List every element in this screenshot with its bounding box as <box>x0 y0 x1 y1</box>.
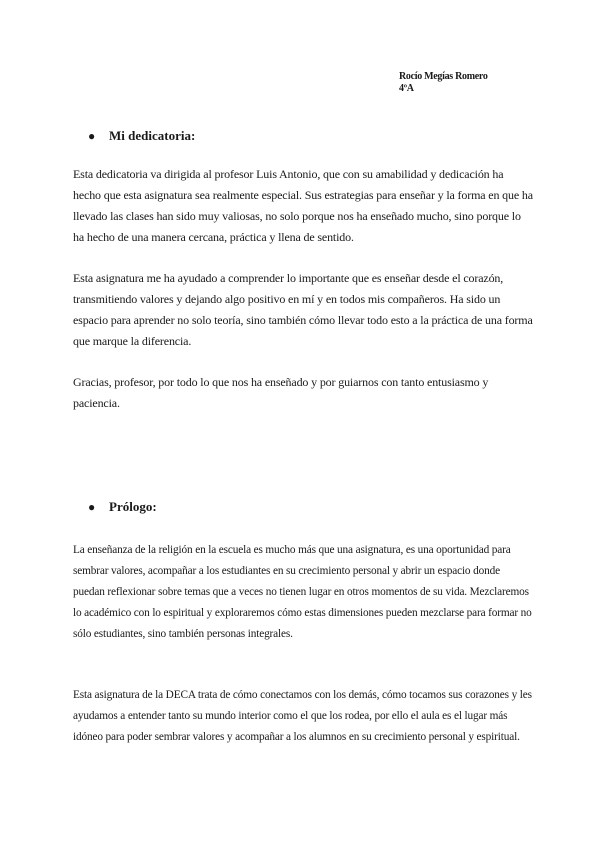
dedication-title: Mi dedicatoria: <box>109 128 196 143</box>
prologue-heading <box>88 499 157 515</box>
author-block <box>399 71 488 95</box>
dedication-paragraph-2: Esta asignatura me ha ayudado a comprender lo importante que es enseñar desde el corazón, transmitiendo valores y dejando algo positivo en mí y en todos mis compañeros. Ha sido un espacio para aprender no solo teoría, sino también cómo llevar todo esto a la práctica de una forma que marque la diferencia. <box>73 271 533 348</box>
prologue-paragraph-1: La enseñanza de la religión en la escuela es mucho más que una asignatura, es una oportunidad para sembrar valores, acompañar a los estudiantes en su crecimiento personal y abrir un espacio donde puedan reflexionar sobre temas que a veces no tienen lugar en otros momentos de su vida. Mezclaremos lo académico con lo espiritual y exploraremos cómo estas dimensiones pueden mezclarse para formar no sólo estudiantes, sino también personas integrales. <box>73 544 532 640</box>
author-class: 4ºA <box>399 83 414 94</box>
author-name: Rocío Megías Romero <box>399 71 488 82</box>
dedication-paragraph-3: Gracias, profesor, por todo lo que nos ha enseñado y por guiarnos con tanto entusiasmo y paciencia. <box>73 375 489 410</box>
dedication-heading <box>88 128 195 144</box>
bullet-icon: ● <box>88 129 96 143</box>
prologue-title: Prólogo: <box>109 499 157 514</box>
dedication-paragraph-1: Esta dedicatoria va dirigida al profesor Luis Antonio, que con su amabilidad y dedicación ha hecho que esta asignatura sea realmente especial. Sus estrategias para enseñar y la forma en que ha llevado las clases han sido muy valiosas, no solo porque nos ha enseñado mucho, sino porque lo ha hecho de una manera cercana, práctica y llena de sentido. <box>73 167 533 244</box>
bullet-icon: ● <box>88 500 96 514</box>
prologue-paragraph-2: Esta asignatura de la DECA trata de cómo conectamos con los demás, cómo tocamos sus corazones y les ayudamos a entender tanto su mundo interior como el que los rodea, por ello el aula es el lugar más idóneo para poder sembrar valores y acompañar a los alumnos en su crecimiento personal y espiritual. <box>73 689 532 743</box>
